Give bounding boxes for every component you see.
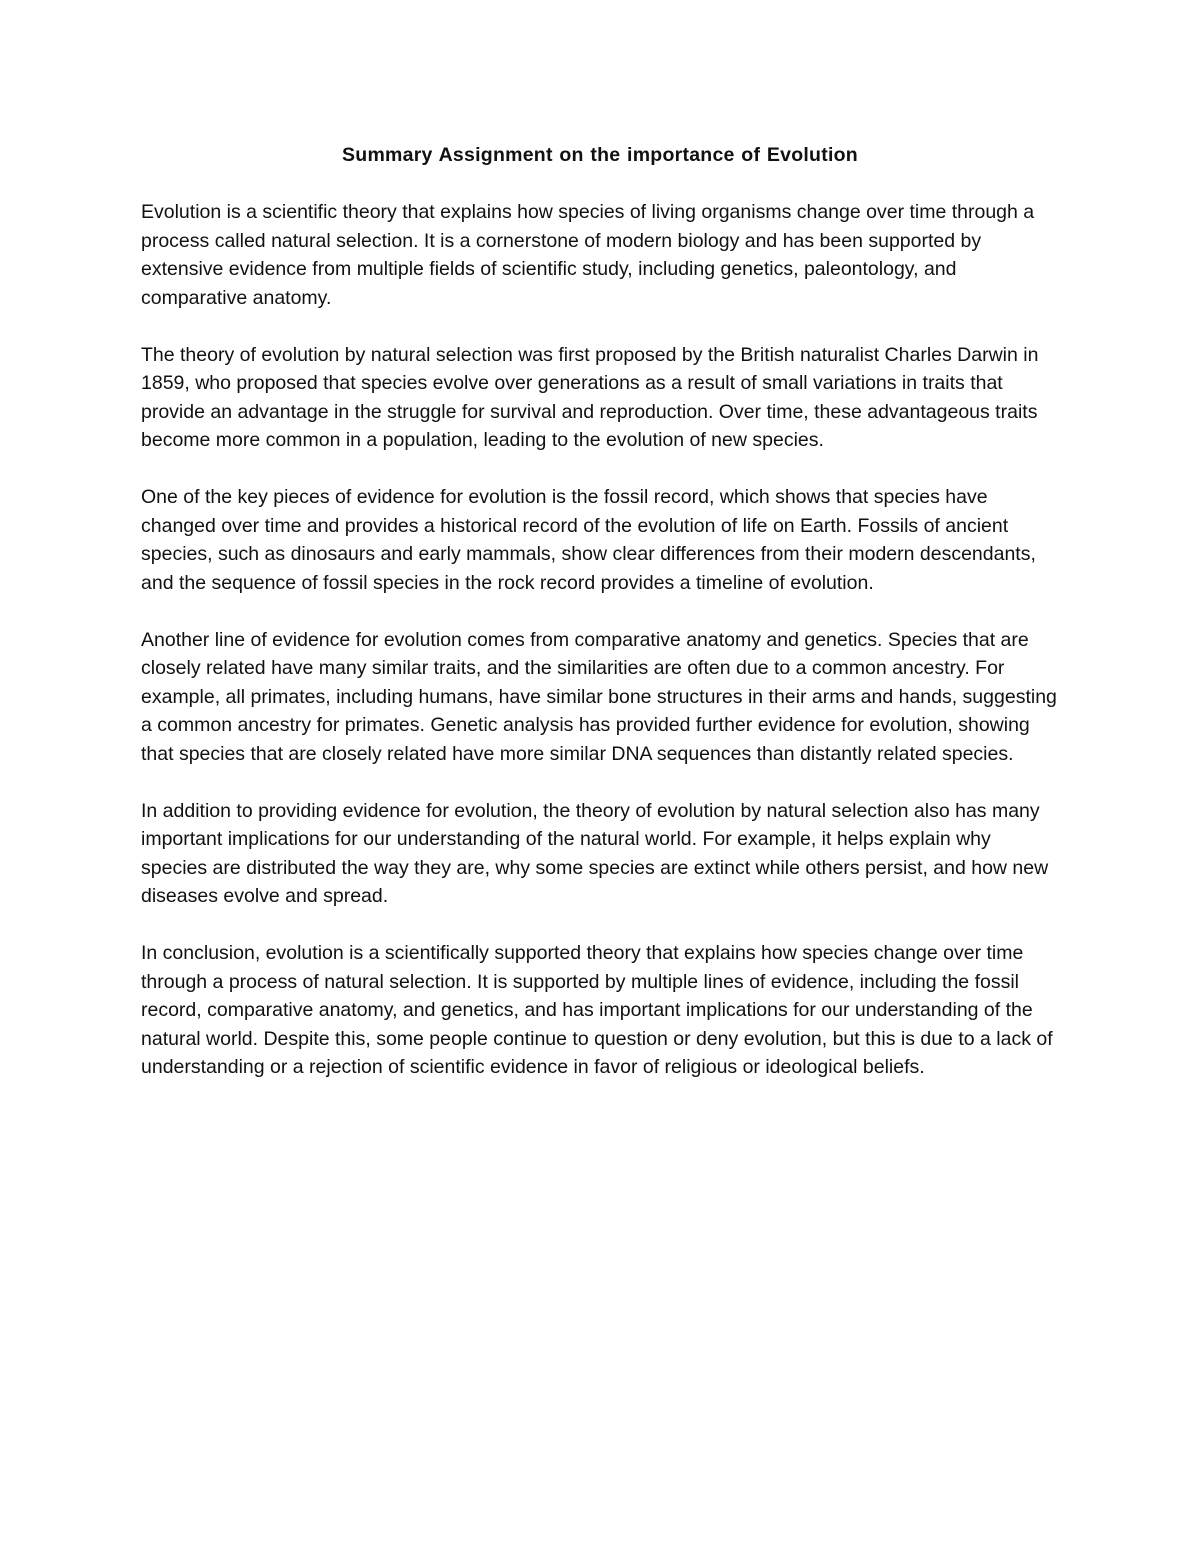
paragraph-definition: Evolution is a scientific theory that explains how species of living organisms change over time through a process called natural selection. It is a cornerstone of modern biology and has been supported by extensive evidence from multiple fields of scientific study, including genetics, paleontology, and comparative anatomy. [141,201,1035,309]
document-body [141,141,1059,1110]
paragraph-anatomy-genetics: Another line of evidence for evolution comes from comparative anatomy and genetics. Species that are closely related have many similar traits, and the similarities are often due to a common ancestry. For example, all primates, including humans, have similar bone structures in their arms and hands, suggesting a common ancestry for primates. Genetic analysis has provided further evidence for evolution, showing that species that are closely related have more similar DNA sequences than distantly related species. [141,628,1057,765]
paragraph-conclusion: In conclusion, evolution is a scientifically supported theory that explains how species change over time through a process of natural selection. It is supported by multiple lines of evidence, including the fossil record, comparative anatomy, and genetics, and has important implications for our understanding of the natural world. Despite this, some people continue to question or deny evolution, but this is due to a lack of understanding or a rejection of scientific evidence in favor of religious or ideological beliefs. [141,942,1053,1078]
document-title: Summary Assignment on the importance of Evolution [342,144,858,166]
paragraph-list [141,198,1059,1082]
paragraph-darwin: The theory of evolution by natural selection was first proposed by the British naturalist Charles Darwin in 1859, who proposed that species evolve over generations as a result of small variations in traits that provide an advantage in the struggle for survival and reproduction. Over time, these advantageous traits become more common in a population, leading to the evolution of new species. [141,343,1039,451]
paragraph-fossil-record: One of the key pieces of evidence for evolution is the fossil record, which shows that species have changed over time and provides a historical record of the evolution of life on Earth. Fossils of ancient species, such as dinosaurs and early mammals, show clear differences from their modern descendants, and the sequence of fossil species in the rock record provides a timeline of evolution. [141,486,1036,594]
paragraph-implications: In addition to providing evidence for evolution, the theory of evolution by natural selection also has many important implications for our understanding of the natural world. For example, it helps explain why species are distributed the way they are, why some species are extinct while others persist, and how new diseases evolve and spread. [141,799,1049,907]
